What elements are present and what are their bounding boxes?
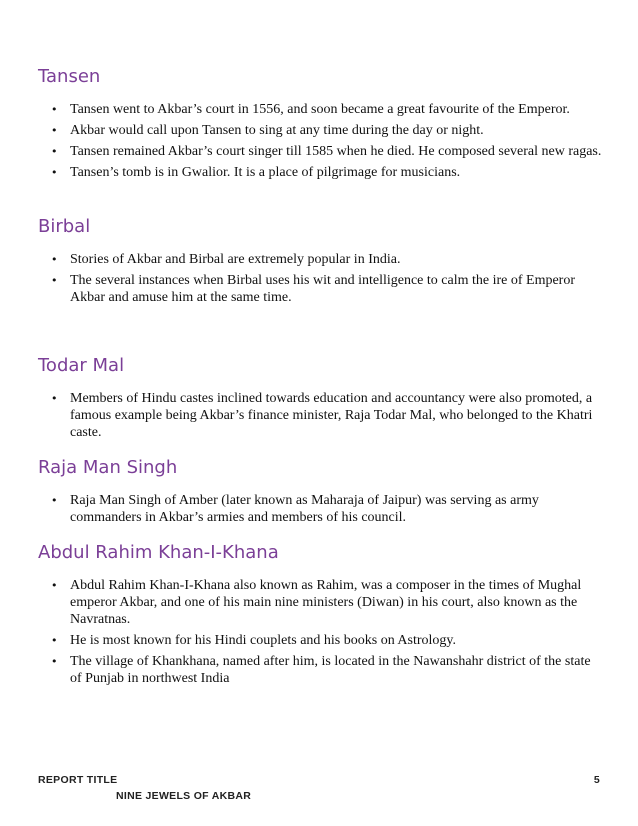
bullet-icon: •	[51, 274, 58, 287]
list-item	[38, 143, 603, 160]
list-item	[38, 390, 603, 441]
bullet-icon: •	[51, 253, 58, 266]
bullet-list	[38, 251, 603, 306]
section-abdul-rahim	[38, 540, 603, 691]
section-heading: Abdul Rahim Khan-I-Khana	[38, 542, 279, 563]
section-heading: Tansen	[38, 66, 101, 87]
page-footer	[38, 774, 600, 808]
list-item	[38, 101, 603, 118]
bullet-list	[38, 492, 603, 526]
list-item-text: Akbar would call upon Tansen to sing at any time during the day or night.	[70, 123, 484, 138]
footer-report-title: REPORT TITLE	[38, 774, 118, 786]
section-raja-man-singh	[38, 455, 603, 530]
bullet-icon: •	[51, 392, 58, 405]
list-item-text: Members of Hindu castes inclined towards education and accountancy were also promoted, a famous example being Akbar’s finance minister, Raja Todar Mal, who belonged to the Khatri caste.	[70, 391, 593, 440]
footer-document-title: NINE JEWELS OF AKBAR	[116, 790, 252, 802]
list-item	[38, 632, 603, 649]
bullet-icon: •	[51, 124, 58, 137]
bullet-icon: •	[51, 634, 58, 647]
section-birbal	[38, 214, 603, 310]
list-item	[38, 122, 603, 139]
list-item-text: The several instances when Birbal uses his wit and intelligence to calm the ire of Emperor Akbar and amuse him at the same time.	[70, 273, 576, 305]
section-tansen	[38, 64, 603, 185]
list-item	[38, 164, 603, 181]
bullet-icon: •	[51, 103, 58, 116]
list-item	[38, 251, 603, 268]
list-item-text: The village of Khankhana, named after him, is located in the Nawanshahr district of the state of Punjab in northwest India	[70, 654, 591, 686]
bullet-icon: •	[51, 166, 58, 179]
list-item-text: Tansen remained Akbar’s court singer till 1585 when he died. He composed several new ragas.	[70, 144, 602, 159]
section-heading: Raja Man Singh	[38, 457, 178, 478]
bullet-icon: •	[51, 145, 58, 158]
bullet-list	[38, 390, 603, 441]
list-item	[38, 577, 603, 628]
list-item-text: Raja Man Singh of Amber (later known as Maharaja of Jaipur) was serving as army commanders in Akbar’s armies and members of his council.	[70, 493, 539, 525]
list-item-text: Stories of Akbar and Birbal are extremely popular in India.	[70, 252, 401, 267]
bullet-icon: •	[51, 579, 58, 592]
bullet-list	[38, 101, 603, 181]
list-item-text: Tansen’s tomb is in Gwalior. It is a place of pilgrimage for musicians.	[70, 165, 461, 180]
section-heading: Todar Mal	[38, 355, 125, 376]
list-item	[38, 272, 603, 306]
section-heading: Birbal	[38, 216, 91, 237]
page-number: 5	[593, 774, 600, 786]
bullet-icon: •	[51, 655, 58, 668]
list-item-text: Tansen went to Akbar’s court in 1556, and soon became a great favourite of the Emperor.	[70, 102, 570, 117]
list-item-text: He is most known for his Hindi couplets and his books on Astrology.	[70, 633, 457, 648]
bullet-icon: •	[51, 494, 58, 507]
list-item	[38, 653, 603, 687]
list-item-text: Abdul Rahim Khan-I-Khana also known as Rahim, was a composer in the times of Mughal emperor Akbar, and one of his main nine ministers (Diwan) in his court, also known as the Navratnas.	[70, 578, 582, 627]
bullet-list	[38, 577, 603, 687]
list-item	[38, 492, 603, 526]
section-todar-mal	[38, 353, 603, 445]
